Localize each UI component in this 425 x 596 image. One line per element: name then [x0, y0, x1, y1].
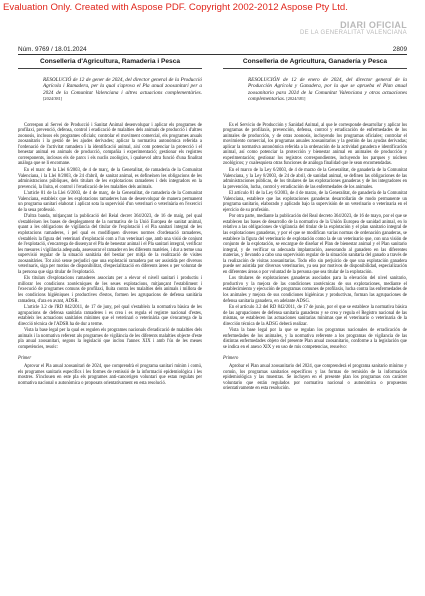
resolution-text: RESOLUCIÓN de 12 de enero de 2024, del director general de la Producción Agrícola y Ganadera, por la que se aprueba el Plan anual zoosanitario para 2024 de la Comunitat Valenciana y otras actuaciones complementarias. [248, 77, 407, 103]
page-number: 2809 [392, 46, 407, 53]
body-paragraph: Vista la base legal per la qual es regulen els programes nacionals d'eradicació de malalties dels animals i la normativa referent als programes de vigilància de les diferents malalties objecte d'este pla anual zoosanitari, segons la legislació que inclou l'annex XIX i amb l'ús de les meues competències, resolc: [18, 328, 202, 350]
resolution-code: [2024/381] [43, 96, 63, 102]
section-heading: Primer [18, 355, 32, 361]
body-paragraph: D'altra banda, mitjançant la publicació del Reial decret 364/2023, de 16 de maig, pel qual s'estableixen les bases de desplegament de la normativa de la Unió Europea de sanitat animal, quant a les obligacions de vigilància del titular de l'explotació i el Pla sanitari integral de les explotacions ramaderes, i pel qual es modifiquen diverses normes d'ordenació ramaderes, s'estableix la figura del veterinari d'explotació com a l'un veterinari que, amb una visió de conjunt de l'explotació, s'encarrega de dissenyar el Pla de benestar animal i el Pla sanitari integral, verificar les mesures i vigilància adequada, assessorar el ramader en les diferents matèries, i dur a terme una supervisió regular de la situació sanitària del bestiar per mitjà de la realització de visites zoosanitàries. Tot això sense perjudici que una explotació ramadera pot ser assistida per diversos veterinaris, siga per motius de disponibilitat, d'especialització en diferents àrees o per voluntat de la persona que siga titular de l'explotació. [18, 214, 203, 275]
diari-oficial-logo [300, 20, 407, 37]
body-paragraph: L'article 81 de la Llei 6/2003, de 4 de març, de la Generalitat, de ramaderia de la Comunitat Valenciana, estableix que les explotacions ramaderes han de desenvolupar de manera permanent un programa sanitari elaborat i aplicat sota la supervisió d'un veterinari o veterinària en l'exercici de la seua professió. [18, 191, 202, 213]
resolution-text: RESOLUCIÓ de 12 de gener de 2024, del director general de la Producció Agrícola i Ramadera, per la qual s'aprova el Pla anual zoosanitari per a 2024 de la Comunitat Valenciana i altres actuacions complementàries. [43, 77, 202, 96]
issue-number: Núm. 9769 / 18.01.2024 [18, 46, 87, 53]
section-paragraph: Aprobar el Plan anual zoosanitario del 2024, que comprenderá el programa sanitario mínimo y común, los programas sanitarios específicos y las formas de remisión de la información epidemiológica y las muestras. Se incluyen en el presente plan los programas con carácter voluntario que están regulados por normativa nacional o autonómica o propuestos orientativamente en esta resolución. [223, 364, 407, 392]
section-heading: Primero [223, 355, 239, 361]
body-paragraph: El artículo 81 de la Ley 6/2003, de 4 de marzo, de la Generalitat, de ganadería de la Comunitat Valenciana, establece que las explotaciones ganaderas desarrollarán de modo permanente un programa sanitario, elaborado y aplicado bajo la supervisión de un veterinario o veterinaria en el ejercicio de su profesión. [223, 191, 407, 213]
body-paragraph: En el marco de la Ley 6/2003, de 4 de marzo de la Generalitat, de ganadería de la Comunitat Valenciana, y la Ley 8/2003, de 24 de abril, de sanidad animal, se definen las obligaciones de las administraciones públicas, de los titulares de las explotaciones ganaderas y de los integradores en la prevención, lucha, control y erradicación de las enfermedades de los animales. [223, 168, 407, 190]
body-paragraph: Por otra parte, mediante la publicación del Real decreto 364/2023, de 16 de mayo, por el que se establecen las bases de desarrollo de la normativa de la Unión Europea de sanidad animal, en lo relativo a las obligaciones de vigilancia del titular de la explotación y el plan sanitario integral de las explotaciones ganaderas, y por el que se modifican varias normas de ordenación ganaderas, se establece la figura del veterinario de explotación como la de un veterinario que, con una visión de conjunto de la explotación, se encargue de diseñar el Plan de bienestar animal y el Plan sanitario integral, y de verificar su adecuada implantación, asesorando al ganadero en las diferentes materias, y llevando a cabo una supervisión regular de la situación sanitaria del ganado a través de la realización de visitas zoosanitarias. Todo ello sin perjuicio de que una explotación ganadera puede ser asistida por diversos veterinarios, ya sea por motivos de disponibilidad, especialización en diferentes áreas o por voluntad de la persona que sea titular de la explotación. [223, 214, 407, 275]
resolution-body [223, 123, 407, 392]
department-heading: Conselleria de Agricultura, Ganadería y Pesca [223, 58, 407, 69]
header-rule [18, 54, 407, 55]
resolution-body [18, 123, 202, 387]
body-paragraph: Correspon al Servei de Producció i Sanitat Animal desenvolupar i aplicar els programes de profilaxi, prevenció, defensa, control i eradicació de malalties dels animals de producció i d'altres zoonosis, inclosos els programes oficials; controlar el moviment comercial, els programes anuals zoosanitaris i la gestió de les ajudes derivades; aplicar la normativa autonòmica referida a l'ordenació de l'activitat ramadera i la identificació animal, així com potenciar la protecció i el benestar animal en animals de producció, compaňia i experimentació; gestionar els registres corresponents, inclosos els de parcs i els nuclis zoològics, i qualsevol altra funció d'una finalitat anàloga que se li encomane. [18, 122, 202, 167]
spanish-column [223, 58, 407, 393]
department-heading: Conselleria d'Agricultura, Ramaderia i Pesca [18, 58, 202, 69]
body-paragraph: Vista la base legal por la que se regulan los programas nacionales de erradicación de enfermedades de los animales, y la normativa referente a los programas de vigilancia de las distintas enfermedades objeto del presente Plan anual zoosanitario, conforme a la legislación que se indica en el anexo XIX y en uso de mis competencias, resuelvo: [223, 328, 407, 350]
body-paragraph: L'article 3.2 de l'RD 842/2011, de 17 de juny, pel qual s'estableix la normativa bàsica de les agrupacions de defensa sanitària ramaderes i es crea i es regula el registre nacional d'estes, estableix les actuacions sanitàries mínimes que el veterinari o veterinària que s'encarrega de la direcció tècnica de l'ADSR ha de dur a terme. [18, 305, 202, 327]
section-paragraph: Aprovar el Pla anual zoosanitari de 2024, que comprendrà el programa sanitari mínim i comú, els programes sanitaris específics i les formes de remissió de la informació epidemiològica i les mostres. S'inclouen en este pla els programes anti-cancerigen voluntari que estan regulats per normativa nacional o autonòmica o proposats orientativament en esta resolució. [18, 364, 202, 386]
body-paragraph: En el marc de la Llei 6/2003, de 4 de març, de la Generalitat, de ramaderia de la Comunitat Valenciana, i la Llei 8/2003, de 24 d'abril, de sanitat animal, es defineixen les obligacions de les administracions públiques, dels titulars de les explotacions ramaderes i dels integradors en la prevenció, la lluita, el control i l'eradicació de les malalties dels animals. [18, 168, 202, 190]
resolution-summary [248, 77, 407, 103]
body-paragraph: Es el Servicio de Producción y Sanidad Animal, al que le corresponde desarrollar y aplicar los programas de profilaxis, prevención, defensa, control y erradicación de enfermedades de los animales de producción, y de otras zoonosis, incluyendo los programas oficiales; controlar el movimiento comercial, los programas anuales zoosanitarios y la gestión de las ayudas derivadas; aplicar la normativa autonómica referida a la ordenación de la actividad ganadera e identificación animal, así como potenciar la protección y bienestar animal en animales de producción y experimentación; gestionar los registros correspondientes, incluyendo los parques y núcleos zoológicos; y cualesquiera otras funciones de análoga finalidad que le sean encomendadas. [223, 122, 407, 167]
body-paragraph: En el artículo 3.2 del RD 842/2011, de 17 de junio, por el que se establece la normativa básica de las agrupaciones de defensa sanitaria ganaderas y se crea y regula el Registro nacional de las mismas, se establecen las actuaciones sanitarias mínimas que el veterinario o veterinaria de la dirección técnica de la ADSG deberá realizar. [223, 305, 407, 327]
body-paragraph: Los titulares de explotaciones ganaderas asociados para la elevación del nivel sanitario, productivo y la mejora de las condiciones zootécnicas de sus explotaciones, mediante el establecimiento y ejecución de programas comunes de profilaxis, lucha contra las enfermedades de los animales y mejora de sus condiciones higiénicas y productivas, forman las agrupaciones de defensa sanitaria ganadera, en adelante ADSG. [223, 276, 407, 304]
evaluation-watermark: Evaluation Only. Created with Aspose PDF. Copyright 2002-2012 Aspose Pty Ltd. [3, 2, 348, 13]
logo-title: DIARI OFICIAL [340, 20, 407, 30]
body-paragraph: Els titulars d'explotacions ramaderes associats per a elevar el nivell sanitari i productiu i millorar les condicions zootècniques de les seues explotacions, mitjançant l'establiment i l'execució de programes comuns de profilaxi, lluita contra les malalties dels animals i millora de les condicions higièniques i productives d'estos, formen les agrupacions de defensa sanitària ramadera, d'ara en avant, ADSR. [18, 276, 202, 304]
resolution-summary [43, 77, 202, 103]
resolution-code: [2024/381] [286, 96, 306, 102]
valencian-column [18, 58, 202, 387]
logo-subtitle: DE LA GENERALITAT VALENCIANA [300, 30, 407, 36]
